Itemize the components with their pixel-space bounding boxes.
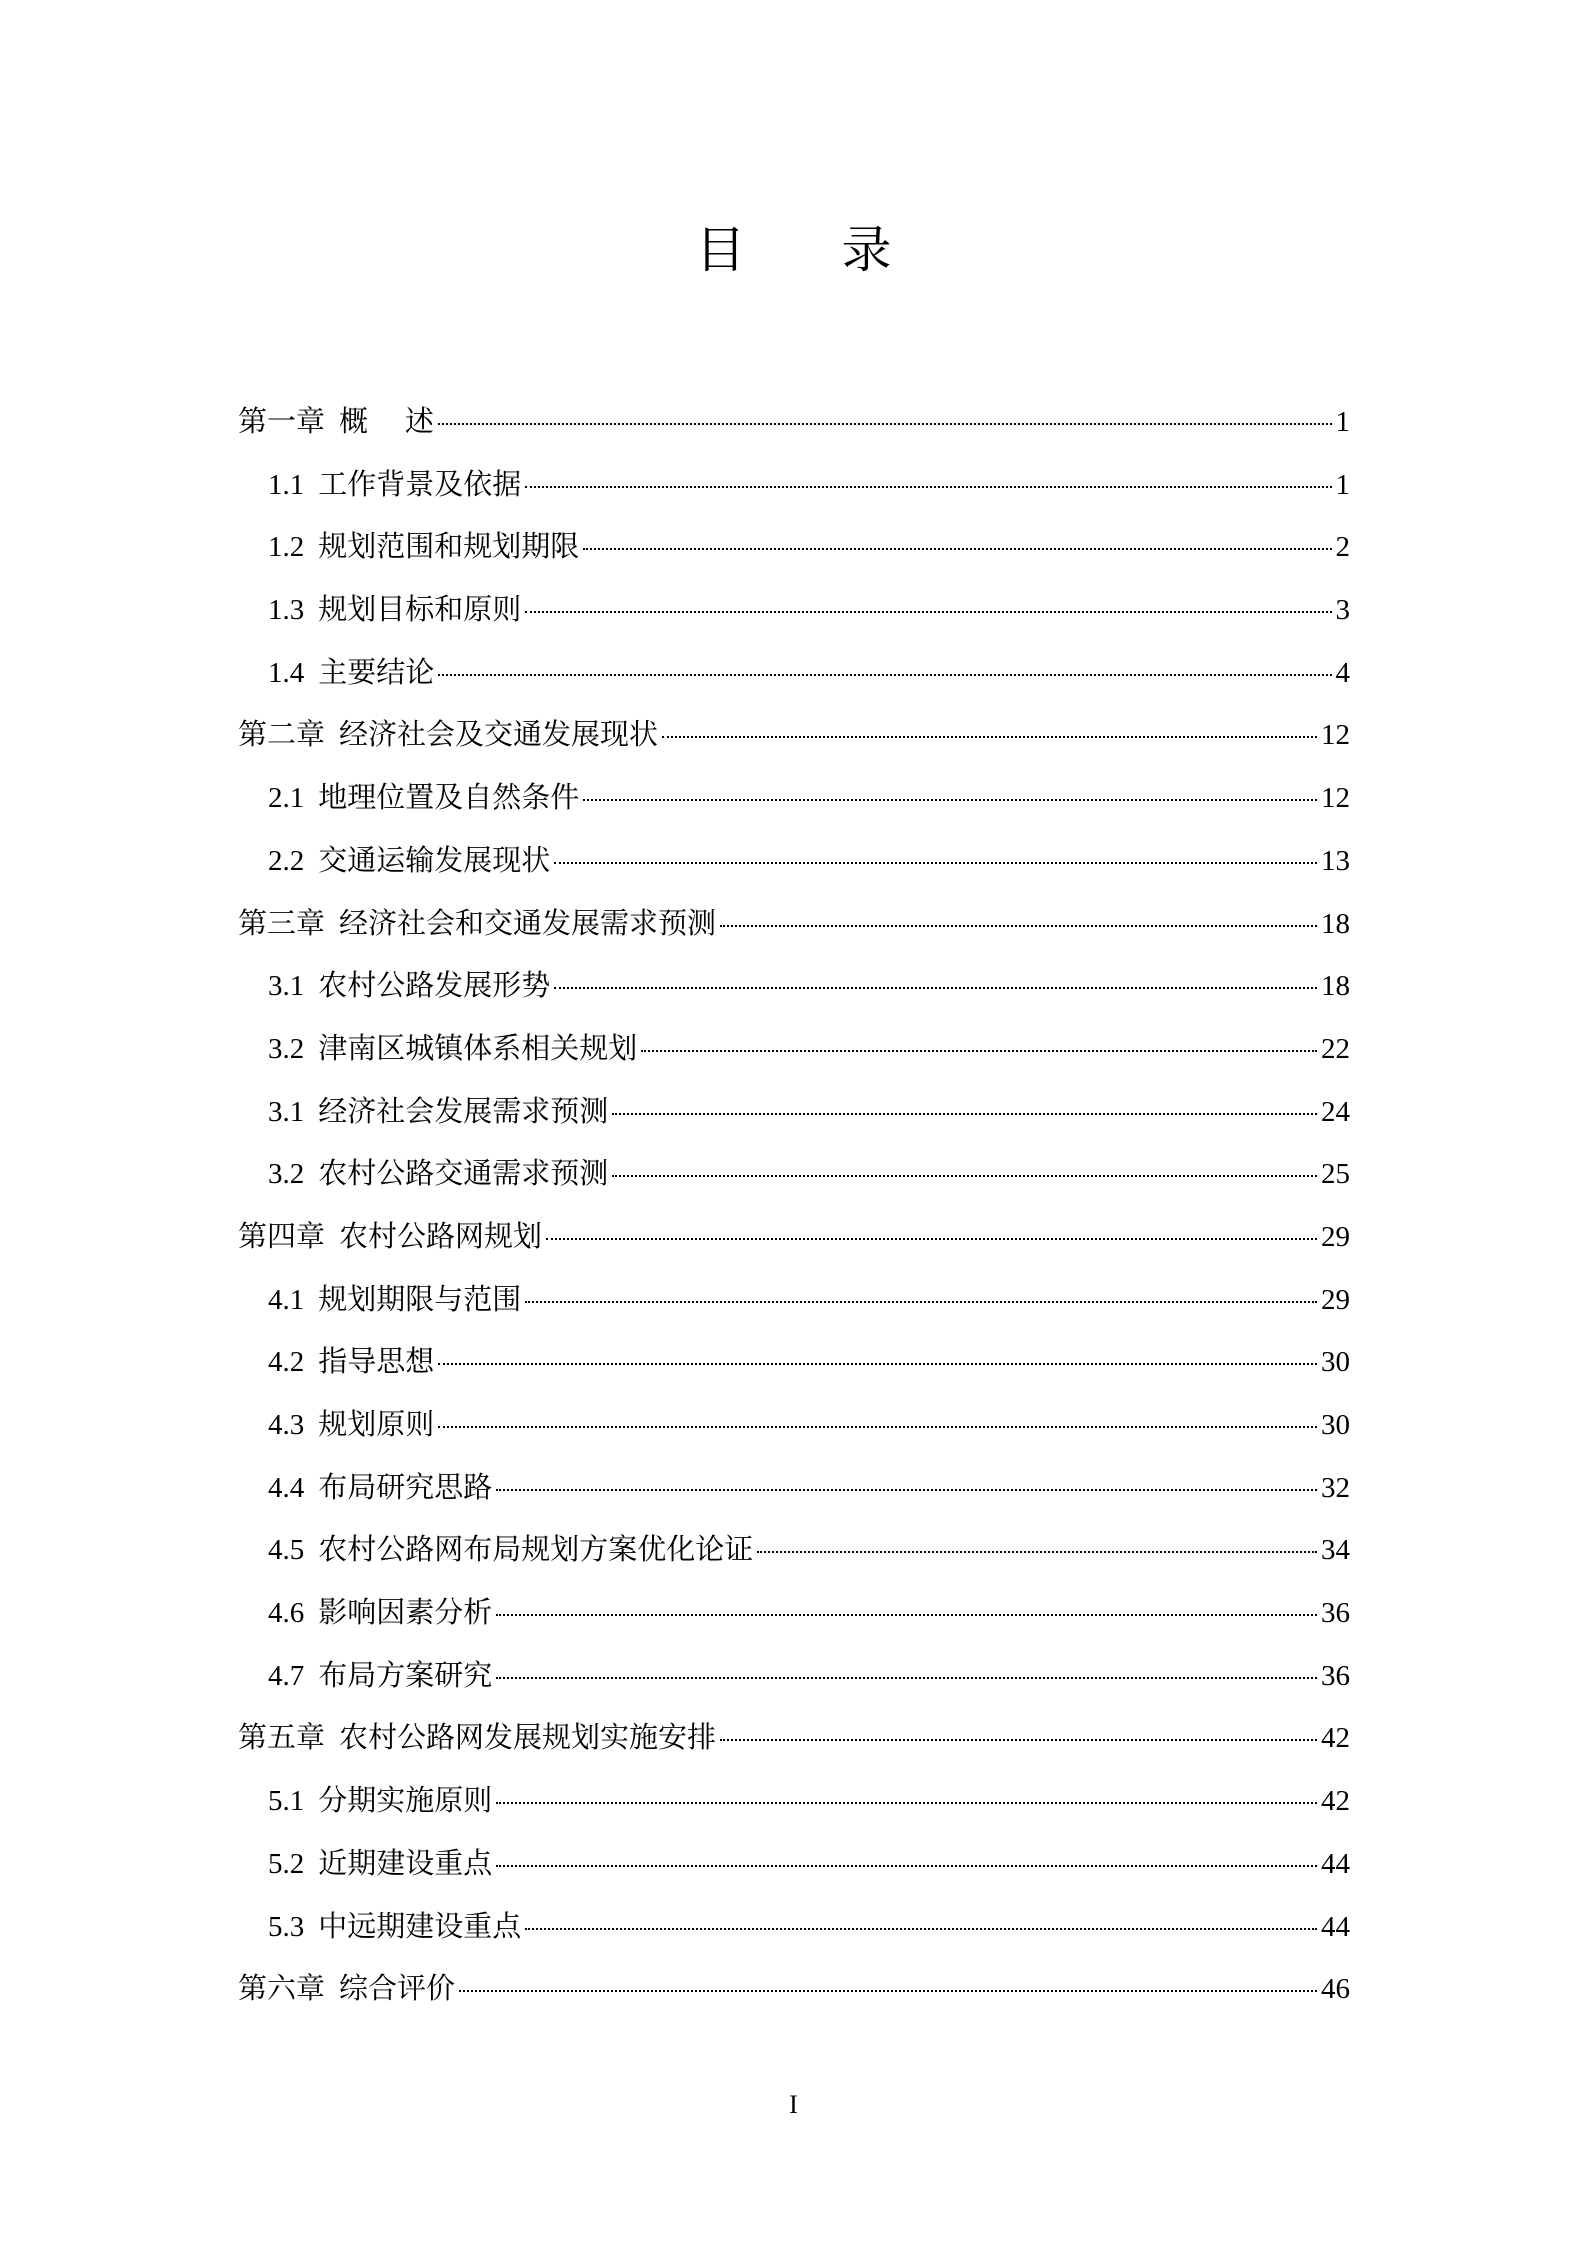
toc-page-number: 18 — [1321, 970, 1350, 1003]
toc-chapter-entry[interactable] — [238, 1706, 1350, 1769]
toc-dot-leader — [720, 925, 1317, 927]
toc-dot-leader — [525, 1301, 1317, 1303]
toc-page-number: 36 — [1321, 1659, 1350, 1692]
toc-entry-number: 第六章 — [238, 1971, 326, 2006]
toc-entry-title: 指导思想 — [318, 1344, 435, 1379]
toc-entry-number: 第五章 — [238, 1720, 326, 1755]
toc-page-number: 46 — [1321, 1973, 1350, 2006]
toc-page-number: 12 — [1321, 782, 1350, 815]
toc-entry-title: 规划原则 — [318, 1407, 435, 1441]
toc-section-entry[interactable] — [238, 829, 1350, 892]
toc-page-number: 4 — [1335, 656, 1350, 689]
toc-entry-title: 规划期限与范围 — [318, 1281, 522, 1316]
toc-dot-leader — [662, 736, 1317, 738]
toc-section-entry[interactable] — [238, 1832, 1350, 1895]
toc-section-entry[interactable] — [238, 1142, 1350, 1205]
toc-entry-title: 交通运输发展现状 — [318, 842, 551, 877]
toc-section-entry[interactable] — [238, 1644, 1350, 1707]
toc-entry-number: 第三章 — [238, 905, 326, 940]
toc-section-entry[interactable] — [238, 1330, 1350, 1393]
toc-entry-title: 近期建设重点 — [318, 1845, 493, 1880]
toc-entry-title: 规划目标和原则 — [318, 592, 522, 627]
toc-entry-label — [238, 703, 658, 766]
toc-entry-number: 1.1 — [268, 468, 305, 501]
toc-dot-leader — [438, 1363, 1317, 1365]
toc-entry-number: 2.1 — [268, 782, 305, 815]
toc-chapter-entry[interactable] — [238, 703, 1350, 766]
toc-entry-title: 经济社会和交通发展需求预测 — [339, 905, 717, 940]
toc-entry-label — [268, 1330, 434, 1394]
toc-page-number: 42 — [1321, 1785, 1350, 1818]
toc-dot-leader — [496, 1865, 1317, 1867]
toc-dot-leader — [525, 611, 1331, 613]
toc-dot-leader — [496, 1677, 1317, 1679]
toc-entry-number: 2.2 — [268, 844, 305, 877]
toc-entry-label — [238, 1706, 716, 1769]
toc-dot-leader — [525, 486, 1331, 488]
toc-dot-leader — [459, 1990, 1317, 1992]
toc-entry-label — [268, 1769, 492, 1833]
toc-page-number: 24 — [1321, 1095, 1350, 1128]
toc-page-number: 32 — [1321, 1471, 1350, 1504]
toc-chapter-entry[interactable] — [238, 892, 1350, 955]
toc-entry-label — [268, 1644, 492, 1708]
toc-chapter-entry[interactable] — [238, 1205, 1350, 1268]
toc-page-number: 12 — [1321, 719, 1350, 752]
toc-entry-label — [268, 1017, 637, 1081]
toc-dot-leader — [554, 862, 1317, 864]
toc-entry-title: 布局方案研究 — [318, 1657, 493, 1692]
toc-entry-number: 第一章 — [238, 404, 326, 438]
toc-dot-leader — [496, 1489, 1317, 1491]
toc-section-entry[interactable] — [238, 766, 1350, 829]
toc-page-number: 44 — [1321, 1847, 1350, 1880]
toc-entry-label — [268, 829, 550, 893]
toc-entry-label — [238, 390, 434, 453]
toc-page-number: 36 — [1321, 1597, 1350, 1630]
toc-section-entry[interactable] — [238, 1895, 1350, 1958]
toc-entry-title: 中远期建设重点 — [318, 1908, 522, 1943]
toc-entry-label — [268, 766, 579, 830]
toc-entry-label — [238, 1957, 455, 2020]
toc-entry-title: 布局研究思路 — [318, 1469, 493, 1504]
toc-dot-leader — [525, 1928, 1317, 1930]
toc-page-number: 44 — [1321, 1910, 1350, 1943]
toc-dot-leader — [641, 1050, 1317, 1052]
toc-entry-number: 1.4 — [268, 656, 305, 689]
toc-entry-label — [238, 892, 716, 955]
toc-dot-leader — [546, 1238, 1317, 1240]
toc-entry-title: 农村公路发展形势 — [318, 968, 551, 1003]
toc-chapter-entry[interactable] — [238, 390, 1350, 453]
toc-dot-leader — [438, 1426, 1317, 1428]
toc-entry-label — [268, 1581, 492, 1645]
toc-section-entry[interactable] — [238, 1393, 1350, 1456]
toc-entry-title: 农村公路网发展规划实施安排 — [339, 1720, 717, 1755]
toc-page-number: 42 — [1321, 1722, 1350, 1755]
toc-entry-title: 经济社会及交通发展现状 — [339, 717, 659, 752]
toc-dot-leader — [496, 1802, 1317, 1804]
toc-entry-title: 津南区城镇体系相关规划 — [318, 1030, 638, 1065]
table-of-contents — [238, 390, 1350, 2020]
toc-section-entry[interactable] — [238, 954, 1350, 1017]
toc-entry-number: 3.1 — [268, 1095, 305, 1128]
toc-entry-title: 经济社会发展需求预测 — [318, 1093, 609, 1128]
toc-entry-title: 农村公路交通需求预测 — [318, 1156, 609, 1191]
toc-entry-title: 综合评价 — [339, 1971, 456, 2006]
toc-entry-number: 3.1 — [268, 970, 305, 1003]
toc-entry-title: 影响因素分析 — [318, 1595, 493, 1630]
toc-entry-number: 4.7 — [268, 1659, 305, 1692]
toc-page-number: 30 — [1321, 1346, 1350, 1379]
toc-entry-number: 5.2 — [268, 1847, 305, 1880]
toc-entry-number: 5.1 — [268, 1785, 305, 1818]
toc-entry-title: 农村公路网规划 — [339, 1218, 543, 1253]
toc-entry-number: 4.5 — [268, 1534, 305, 1567]
toc-page-number: 2 — [1335, 531, 1350, 564]
toc-entry-title: 概 述 — [339, 404, 434, 438]
toc-page-number: 25 — [1321, 1158, 1350, 1191]
toc-entry-label — [238, 1205, 542, 1268]
toc-dot-leader — [720, 1739, 1317, 1741]
toc-entry-label — [268, 453, 521, 517]
toc-entry-number: 1.2 — [268, 531, 305, 564]
toc-page-number: 22 — [1321, 1032, 1350, 1065]
toc-section-entry[interactable] — [238, 1518, 1350, 1581]
toc-entry-label — [268, 1080, 608, 1144]
toc-entry-number: 4.2 — [268, 1346, 305, 1379]
toc-section-entry[interactable] — [238, 1017, 1350, 1080]
toc-chapter-entry[interactable] — [238, 1957, 1350, 2020]
toc-entry-number: 4.1 — [268, 1283, 305, 1316]
toc-page-number: 29 — [1321, 1283, 1350, 1316]
toc-dot-leader — [612, 1113, 1317, 1115]
toc-dot-leader — [583, 548, 1331, 550]
toc-section-entry[interactable] — [238, 1268, 1350, 1331]
toc-page-number: 30 — [1321, 1409, 1350, 1441]
toc-section-entry[interactable] — [238, 641, 1350, 704]
toc-entry-number: 4.6 — [268, 1597, 305, 1630]
toc-section-entry[interactable] — [238, 453, 1350, 516]
toc-section-entry[interactable] — [238, 578, 1350, 641]
toc-entry-title: 规划范围和规划期限 — [318, 529, 580, 564]
toc-page-number: 29 — [1321, 1220, 1350, 1253]
toc-dot-leader — [583, 799, 1317, 801]
toc-entry-title: 工作背景及依据 — [318, 466, 522, 501]
page-title: 目 录 — [695, 221, 932, 279]
toc-entry-label — [268, 1832, 492, 1896]
toc-dot-leader — [757, 1551, 1317, 1553]
toc-entry-label — [268, 1518, 753, 1582]
toc-entry-number: 第二章 — [238, 717, 326, 752]
toc-page-number: 34 — [1321, 1534, 1350, 1567]
toc-entry-number: 5.3 — [268, 1910, 305, 1943]
toc-dot-leader — [438, 423, 1332, 425]
toc-entry-label — [268, 1393, 434, 1457]
toc-section-entry[interactable] — [238, 1581, 1350, 1644]
toc-entry-number: 1.3 — [268, 594, 305, 627]
toc-entry-title: 分期实施原则 — [318, 1783, 493, 1818]
toc-entry-title: 地理位置及自然条件 — [318, 780, 580, 815]
toc-page-number: 3 — [1335, 594, 1350, 627]
toc-entry-number: 3.2 — [268, 1032, 305, 1065]
toc-entry-label — [268, 1142, 608, 1206]
toc-entry-label — [268, 515, 579, 579]
toc-dot-leader — [438, 674, 1331, 676]
toc-entry-number: 第四章 — [238, 1218, 326, 1253]
toc-entry-title: 主要结论 — [318, 654, 435, 689]
toc-page-number: 18 — [1321, 907, 1350, 940]
toc-entry-number: 4.3 — [268, 1409, 305, 1441]
toc-entry-number: 4.4 — [268, 1471, 305, 1504]
toc-page-number: 13 — [1321, 844, 1350, 877]
toc-entry-label — [268, 641, 434, 705]
toc-entry-title: 农村公路网布局规划方案优化论证 — [318, 1532, 754, 1567]
toc-section-entry[interactable] — [238, 1456, 1350, 1519]
toc-section-entry[interactable] — [238, 1769, 1350, 1832]
toc-entry-label — [268, 954, 550, 1018]
toc-page-number: 1 — [1335, 406, 1350, 438]
toc-entry-label — [268, 1456, 492, 1520]
toc-dot-leader — [554, 987, 1317, 989]
toc-dot-leader — [612, 1175, 1317, 1177]
toc-entry-label — [268, 578, 521, 642]
toc-entry-label — [268, 1268, 521, 1332]
toc-section-entry[interactable] — [238, 1080, 1350, 1143]
toc-entry-number: 3.2 — [268, 1158, 305, 1191]
toc-page-number: 1 — [1335, 468, 1350, 501]
toc-entry-label — [268, 1895, 521, 1959]
toc-section-entry[interactable] — [238, 515, 1350, 578]
toc-dot-leader — [496, 1614, 1317, 1616]
page-number-footer: I — [789, 2090, 798, 2119]
